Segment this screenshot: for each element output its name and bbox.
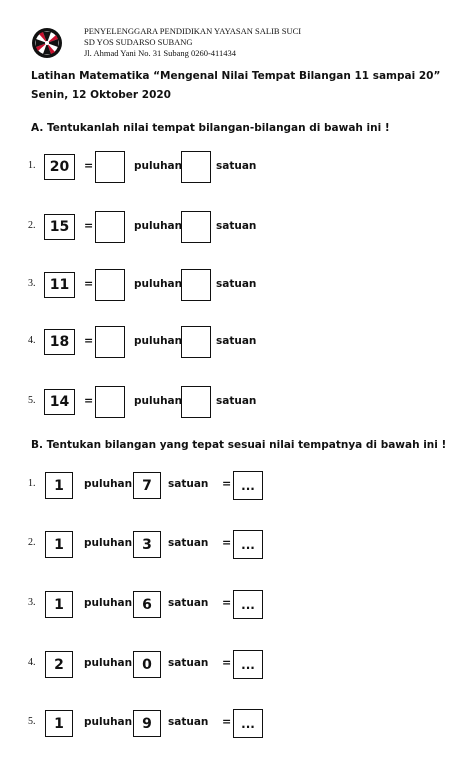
ones-digit-box: 0 (133, 651, 161, 678)
section-b-row (0, 647, 474, 681)
equals-sign: = (222, 656, 232, 669)
equals-sign: = (222, 596, 232, 609)
ones-answer-box[interactable] (181, 211, 211, 243)
ones-digit-box: 6 (133, 591, 161, 618)
section-b-row (0, 587, 474, 621)
tens-label: puluhan (134, 278, 183, 290)
tens-answer-box[interactable] (95, 211, 125, 243)
ones-label: satuan (168, 597, 209, 609)
section-a-row (0, 150, 474, 184)
tens-label: puluhan (134, 160, 183, 172)
section-a-heading: A. Tentukanlah nilai tempat bilangan-bilangan di bawah ini ! (31, 122, 390, 134)
answer-box[interactable]: ... (233, 590, 263, 619)
tens-answer-box[interactable] (95, 386, 125, 418)
given-number-box: 15 (44, 214, 75, 240)
item-number: 5. (28, 395, 36, 406)
header-foundation: PENYELENGGARA PENDIDIKAN YAYASAN SALIB SUCI (84, 26, 302, 36)
tens-label: puluhan (84, 478, 133, 490)
item-number: 2. (28, 537, 36, 548)
item-number: 5. (28, 716, 36, 727)
tens-label: puluhan (134, 395, 183, 407)
tens-answer-box[interactable] (95, 326, 125, 358)
school-logo (31, 27, 63, 59)
ones-label: satuan (216, 160, 257, 172)
ones-label: satuan (216, 278, 257, 290)
tens-digit-box: 1 (45, 472, 73, 499)
tens-answer-box[interactable] (95, 151, 125, 183)
section-b-row (0, 527, 474, 561)
item-number: 4. (28, 335, 36, 346)
ones-digit-box: 7 (133, 472, 161, 499)
section-a-row (0, 210, 474, 244)
item-number: 1. (28, 160, 36, 171)
tens-answer-box[interactable] (95, 269, 125, 301)
ones-answer-box[interactable] (181, 151, 211, 183)
equals-sign: = (84, 277, 94, 290)
ones-label: satuan (168, 537, 209, 549)
section-a-row (0, 268, 474, 302)
answer-box[interactable]: ... (233, 471, 263, 500)
item-number: 2. (28, 220, 36, 231)
tens-label: puluhan (84, 716, 133, 728)
given-number-box: 14 (44, 389, 75, 415)
ones-label: satuan (216, 395, 257, 407)
answer-box[interactable]: ... (233, 650, 263, 679)
ones-label: satuan (216, 335, 257, 347)
tens-label: puluhan (84, 597, 133, 609)
equals-sign: = (222, 715, 232, 728)
section-a-row (0, 385, 474, 419)
ones-answer-box[interactable] (181, 386, 211, 418)
header-school-name: SD YOS SUDARSO SUBANG (84, 37, 193, 47)
ones-digit-box: 9 (133, 710, 161, 737)
ones-label: satuan (168, 478, 209, 490)
section-b-row (0, 468, 474, 502)
item-number: 4. (28, 657, 36, 668)
answer-box[interactable]: ... (233, 530, 263, 559)
tens-label: puluhan (84, 537, 133, 549)
equals-sign: = (222, 536, 232, 549)
tens-digit-box: 1 (45, 591, 73, 618)
equals-sign: = (84, 159, 94, 172)
header-address: Jl. Ahmad Yani No. 31 Subang 0260-411434 (84, 48, 236, 58)
worksheet-title: Latihan Matematika “Mengenal Nilai Tempat Bilangan 11 sampai 20” (31, 70, 441, 82)
equals-sign: = (84, 394, 94, 407)
given-number-box: 18 (44, 329, 75, 355)
ones-label: satuan (168, 657, 209, 669)
tens-digit-box: 2 (45, 651, 73, 678)
ones-answer-box[interactable] (181, 326, 211, 358)
ones-digit-box: 3 (133, 531, 161, 558)
item-number: 3. (28, 278, 36, 289)
answer-box[interactable]: ... (233, 709, 263, 738)
ones-label: satuan (216, 220, 257, 232)
equals-sign: = (222, 477, 232, 490)
tens-digit-box: 1 (45, 710, 73, 737)
item-number: 3. (28, 597, 36, 608)
ones-answer-box[interactable] (181, 269, 211, 301)
section-a-row (0, 325, 474, 359)
tens-digit-box: 1 (45, 531, 73, 558)
tens-label: puluhan (84, 657, 133, 669)
given-number-box: 20 (44, 154, 75, 180)
equals-sign: = (84, 334, 94, 347)
ones-label: satuan (168, 716, 209, 728)
tens-label: puluhan (134, 335, 183, 347)
equals-sign: = (84, 219, 94, 232)
tens-label: puluhan (134, 220, 183, 232)
item-number: 1. (28, 478, 36, 489)
given-number-box: 11 (44, 272, 75, 298)
section-b-heading: B. Tentukan bilangan yang tepat sesuai nilai tempatnya di bawah ini ! (31, 439, 447, 451)
section-b-row (0, 706, 474, 740)
worksheet-date: Senin, 12 Oktober 2020 (31, 89, 171, 101)
